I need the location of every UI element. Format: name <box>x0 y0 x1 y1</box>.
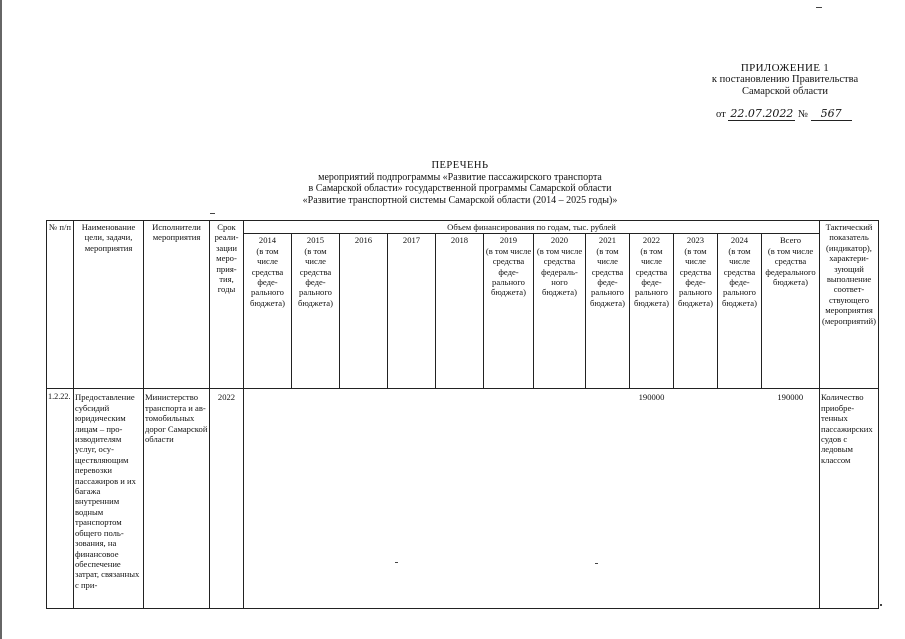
year-note: (в том числе средства федерального бюджета) <box>536 245 583 298</box>
header-year-2020 <box>534 234 586 389</box>
year-label: 2018 <box>450 235 469 246</box>
row-2023 <box>674 389 718 609</box>
appendix-line-2: Самарской области <box>742 86 828 97</box>
row-term: 2022 <box>210 389 244 609</box>
year-label: 2015 <box>306 235 325 246</box>
header-row-1 <box>47 221 879 234</box>
year-note: (в том числе средства федерального бюджета) <box>590 245 625 308</box>
row-2017 <box>388 389 436 609</box>
year-label: 2024 <box>730 235 749 246</box>
row-2019 <box>484 389 534 609</box>
header-year-2018 <box>436 234 484 389</box>
row-total: 190000 <box>762 389 820 609</box>
title-line-3: «Развитие транспортной системы Самарской области (2014 – 2025 годы)» <box>302 194 618 206</box>
year-label: 2020 <box>550 235 569 246</box>
row-indicator: Количество приобретенных пассажирских судов с ледовым классом <box>820 389 879 609</box>
total-note: (в том числе средства федерального бюджета) <box>765 245 816 288</box>
year-note: (в том числе средства федерального бюджета) <box>722 245 757 308</box>
row-2024 <box>718 389 762 609</box>
header-num: № п/п <box>47 221 74 389</box>
funding-table <box>46 220 879 609</box>
total-label: Всего <box>779 235 802 246</box>
table-row <box>47 389 879 609</box>
year-label: 2014 <box>258 235 277 246</box>
title-heading: ПЕРЕЧЕНЬ <box>431 160 489 171</box>
row-executor: Министерство транспорта и автомобильных дорог Самарской области <box>144 389 210 609</box>
row-2015 <box>292 389 340 609</box>
document-title <box>230 160 690 206</box>
handwritten-number: 567 <box>811 107 852 121</box>
scan-speck <box>595 563 598 564</box>
from-label: от <box>716 109 726 120</box>
header-year-2021 <box>586 234 630 389</box>
title-line-2: в Самарской области» государственной программы Самарской области <box>308 183 612 194</box>
year-label: 2021 <box>598 235 617 246</box>
header-year-2024 <box>718 234 762 389</box>
row-2016 <box>340 389 388 609</box>
scan-speck <box>210 213 215 214</box>
year-note: (в том числе средства федерального бюджета) <box>678 245 713 308</box>
header-year-2017 <box>388 234 436 389</box>
header-indicator: Тактический показатель (индикатор), характеризующий выполнение соответствующего мероприятия (мероприятий) <box>820 221 879 389</box>
row-2022: 190000 <box>630 389 674 609</box>
year-note: (в том числе средства федерального бюджета) <box>485 245 532 298</box>
header-year-2014 <box>244 234 292 389</box>
row-2018 <box>436 389 484 609</box>
row-2020 <box>534 389 586 609</box>
year-note: (в том числе средства федерального бюджета) <box>298 245 333 308</box>
year-label: 2016 <box>354 235 373 246</box>
header-funding-group: Объем финансирования по годам, тыс. рублей <box>244 221 820 234</box>
year-label: 2023 <box>686 235 705 246</box>
year-label: 2019 <box>499 235 518 246</box>
header-term: Срок реализации мероприятия, годы <box>210 221 244 389</box>
scan-speck <box>816 7 822 8</box>
row-2021 <box>586 389 630 609</box>
appendix-block <box>690 62 880 98</box>
header-year-2015 <box>292 234 340 389</box>
row-2014 <box>244 389 292 609</box>
title-line-1: мероприятий подпрограммы «Развитие пассажирского транспорта <box>318 171 602 183</box>
header-year-2016 <box>340 234 388 389</box>
scan-speck <box>395 562 398 563</box>
number-label: № <box>797 109 808 120</box>
handwritten-date: 22.07.2022 <box>730 107 794 120</box>
header-year-2023 <box>674 234 718 389</box>
header-year-2022 <box>630 234 674 389</box>
header-total <box>762 234 820 389</box>
header-executors: Исполнители мероприятия <box>144 221 210 389</box>
year-note: (в том числе средства федерального бюджета) <box>250 245 285 308</box>
appendix-title: ПРИЛОЖЕНИЕ 1 <box>740 62 830 74</box>
appendix-line-1: к постановлению Правительства <box>711 74 859 85</box>
header-name: Наименование цели, задачи, мероприятия <box>74 221 144 389</box>
year-label: 2017 <box>402 235 421 246</box>
header-year-2019 <box>484 234 534 389</box>
year-note: (в том числе средства федерального бюджета) <box>634 245 669 308</box>
scan-speck <box>880 604 882 606</box>
resolution-date-number <box>716 107 852 120</box>
scan-edge <box>0 0 2 639</box>
row-name: Предоставление субсидий юридическим лицам – производителям услуг, осуществляющим перевозки пассажиров и их багажа внутренним водным транспортом общего пользования, на финансовое обеспечение затрат, связанных с при- <box>74 389 144 609</box>
row-num: 1.2.22. <box>47 389 74 609</box>
year-label: 2022 <box>642 235 661 246</box>
